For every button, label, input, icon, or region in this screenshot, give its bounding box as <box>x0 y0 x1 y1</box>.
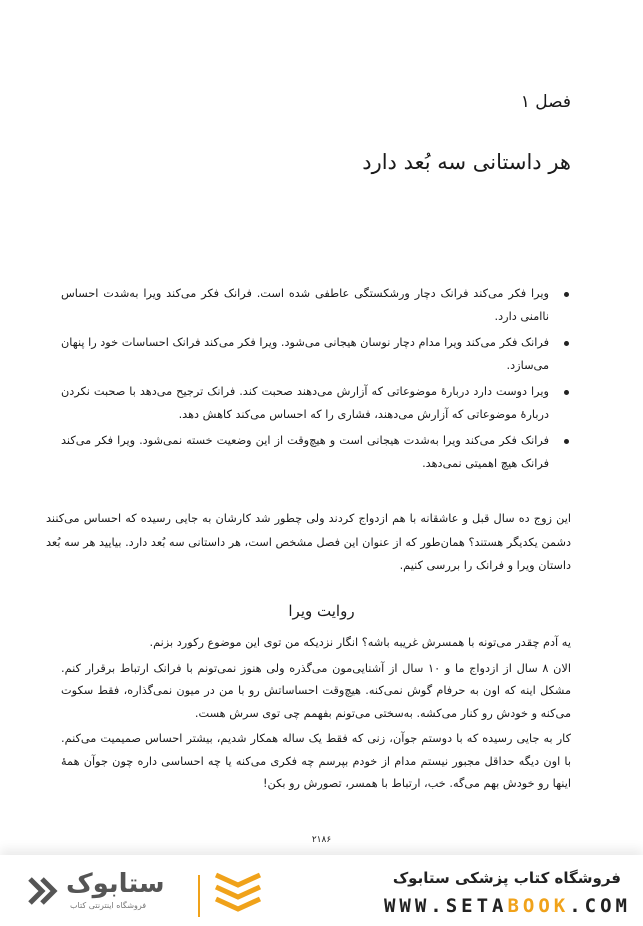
list-item: فرانک فکر می‌کند ویرا به‌شدت هیجانی است و هیچ‌وقت از این وضعیت خسته نمی‌شود. ویرا فکر می‌کند فرانک هیچ اهمیتی نمی‌دهد. <box>61 430 571 475</box>
paragraph: یه آدم چقدر می‌تونه با همسرش غریبه باشه؟ انگار نزدیکه من توی این موضوع رکورد بزنم. <box>149 636 571 649</box>
bullet-list <box>61 283 571 479</box>
bullet-icon <box>564 439 569 444</box>
store-url[interactable]: WWW.SETABOOK.COM <box>383 895 631 917</box>
paragraph: کار به جایی رسیده که با دوستم جوآن، زنی که فقط یک ساله همکار شدیم، بیشتر احساس صمیمیت می‌کنم. با اون دیگه حداقل مجبور نیستم مدام از خودم بپرسم چه فکری می‌کنه یا چه احساسی داره چون جوآن همهٔ اینها رو خودش بهم می‌گه. خب، ارتباط با همسر، تصورش رو بکن! <box>61 732 571 790</box>
paragraph: الان ۸ سال از ازدواج ما و ۱۰ سال از آشنایی‌مون می‌گذره ولی هنوز نمی‌تونم با فرانک ارتباط برقرار کنم. مشکل اینه که اون به حرفام گوش نمی‌کنه. هیچ‌وقت احساساتش رو با من در میون نمی‌گذاره، فقط سکوت می‌کنه و خودش رو کنار می‌کشه. به‌سختی می‌تونم بفهمم چی توی سرش هست. <box>61 661 572 720</box>
store-logo[interactable] <box>26 865 276 917</box>
bullet-icon <box>564 292 569 297</box>
logo-text: ستابوک <box>66 869 165 899</box>
store-banner[interactable] <box>0 855 643 926</box>
intro-paragraph: این زوج ده سال قبل و عاشقانه با هم ازدواج کردند ولی چطور شد کارشان به جایی رسیده که احساس می‌کنند دشمن یکدیگر هستند؟ همان‌طور که از عنوان این فصل مشخص است، هر داستانی سه بُعد دارد. بیایید هر سه بُعد داستان ویرا و فرانک را بررسی کنیم. <box>45 512 571 572</box>
book-stack-icon <box>212 869 264 915</box>
store-name: فروشگاه کتاب پزشکی ستابوک <box>392 869 621 887</box>
chapter-title: هر داستانی سه بُعد دارد <box>362 150 571 174</box>
fast-forward-icon <box>26 871 66 911</box>
list-item: فرانک فکر می‌کند ویرا مدام دچار نوسان هیجانی می‌شود. ویرا فکر می‌کند فرانک احساسات خود را پنهان می‌سازد. <box>61 332 571 377</box>
page-number: ۲۱۸۶ <box>311 835 332 845</box>
bullet-icon <box>564 341 569 346</box>
logo-subtitle: فروشگاه اینترنتی کتاب <box>70 901 147 910</box>
bullet-icon <box>564 390 569 395</box>
divider <box>198 875 200 917</box>
list-item: ویرا دوست دارد دربارهٔ موضوعاتی که آزارش می‌دهند صحبت کند. فرانک ترجیح می‌دهد با صحبت نکردن دربارهٔ موضوعاتی که آزارش می‌دهند، فشاری را که احساس می‌کند کاهش دهد. <box>61 381 571 426</box>
chapter-label: فصل ۱ <box>520 92 571 112</box>
body-text <box>61 632 571 799</box>
section-title: روایت ویرا <box>288 602 355 620</box>
list-item: ویرا فکر می‌کند فرانک دچار ورشکستگی عاطفی شده است. فرانک فکر می‌کند ویرا به‌شدت احساس ناامنی دارد. <box>61 283 571 328</box>
